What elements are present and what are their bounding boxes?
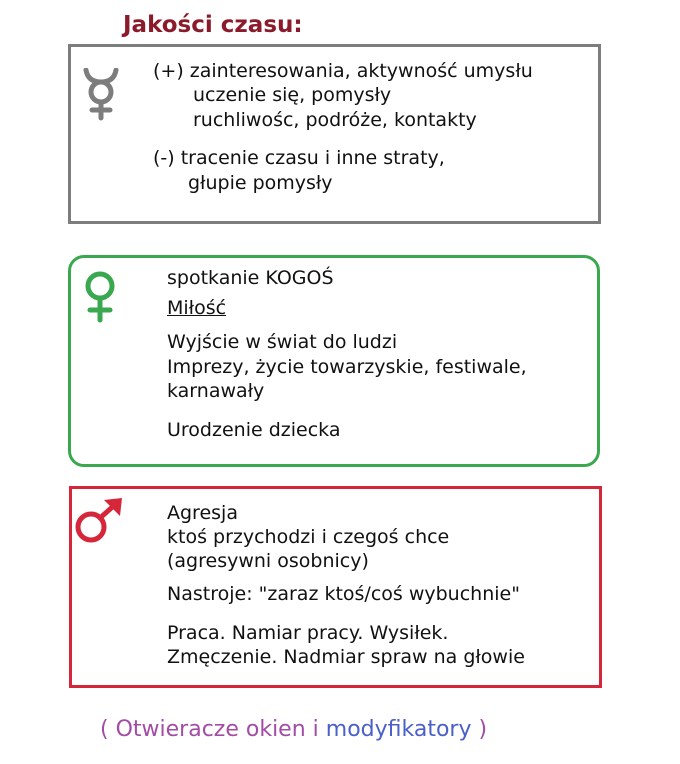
- mercury-line-4: (-) tracenie czasu i inne straty,: [153, 147, 445, 169]
- mars-line-2: ktoś przychodzi i czegoś chce: [167, 526, 450, 548]
- mercury-line-3: ruchliwośc, podróże, kontakty: [193, 109, 477, 131]
- footer-open-paren: (: [100, 717, 109, 742]
- venus-line-1: spotkanie KOGOŚ: [167, 267, 334, 289]
- venus-line-5: karnawały: [167, 380, 265, 402]
- mars-symbol-icon: [72, 496, 126, 546]
- mars-line-5: Praca. Namiar pracy. Wysiłek.: [167, 622, 449, 644]
- mercury-symbol-icon: [80, 68, 122, 122]
- footer-caption: [100, 717, 487, 742]
- venus-line-6: Urodzenie dziecka: [167, 419, 341, 441]
- footer-text: Otwieracze okien i: [108, 717, 326, 742]
- footer-close-paren: ): [471, 717, 488, 742]
- venus-line-3: Wyjście w świat do ludzi: [167, 331, 398, 353]
- mercury-line-1: (+) zainteresowania, aktywność umysłu: [153, 60, 533, 82]
- mars-line-3: (agresywni osobnicy): [167, 550, 369, 572]
- mars-line-6: Zmęczenie. Nadmiar spraw na głowie: [167, 646, 525, 668]
- venus-line-2: Miłość: [167, 297, 227, 319]
- venus-symbol-icon: [80, 270, 120, 324]
- mercury-line-5: głupie pomysły: [188, 172, 333, 194]
- mars-line-4: Nastroje: "zaraz ktoś/coś wybuchnie": [167, 583, 520, 605]
- mercury-line-2: uczenie się, pomysły: [193, 84, 392, 106]
- mars-line-1: Agresja: [167, 502, 238, 524]
- footer-accent-text: modyfikatory: [325, 717, 472, 742]
- venus-line-4: Imprezy, życie towarzyskie, festiwale,: [167, 356, 527, 378]
- page-title: Jakości czasu:: [123, 12, 303, 38]
